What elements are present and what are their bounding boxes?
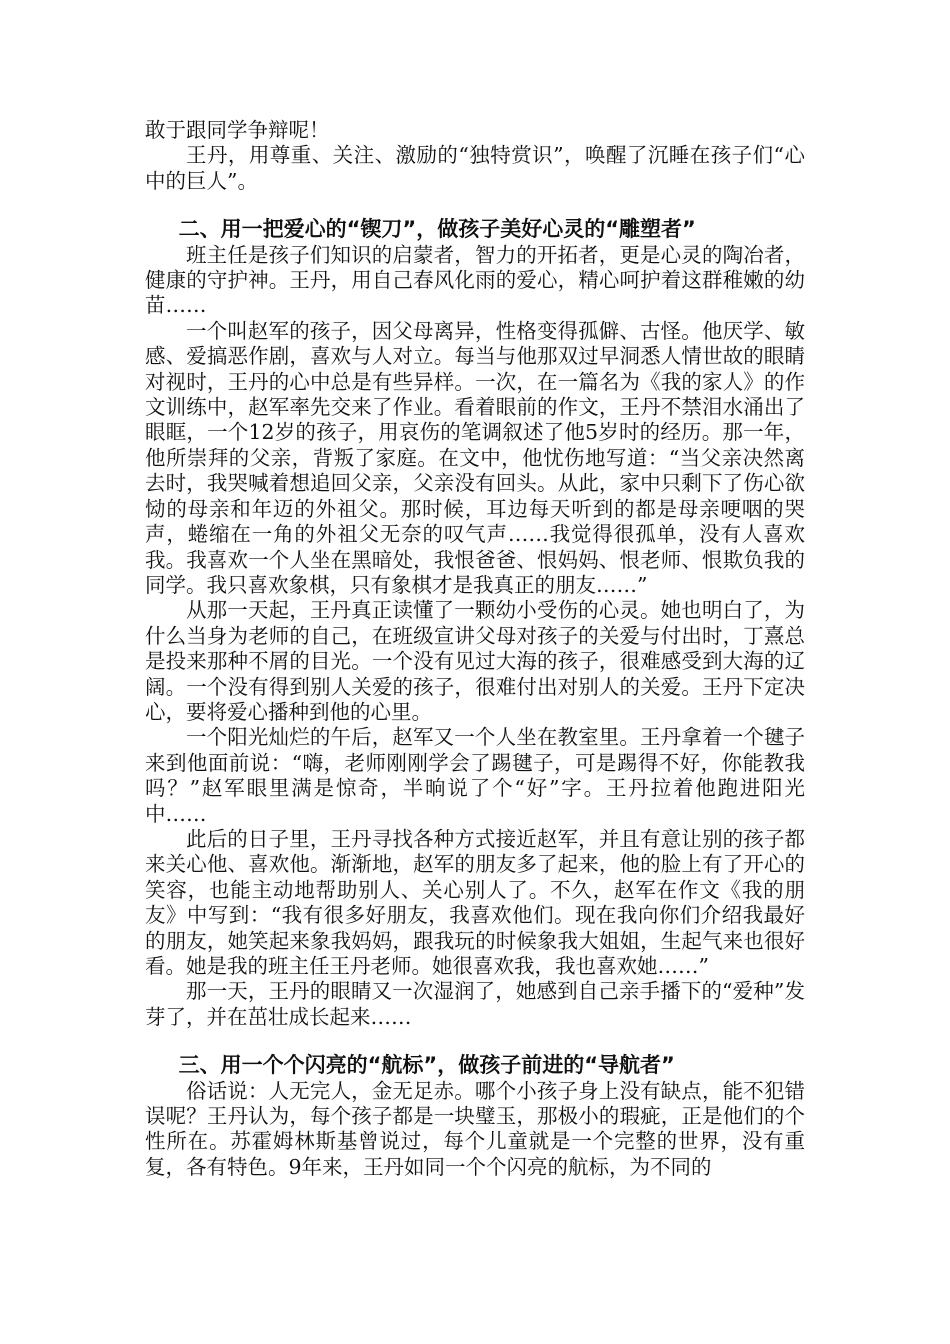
section-3-paragraph-1: 俗话说：人无完人，金无足赤。哪个小孩子身上没有缺点，能不犯错误呢？王丹认为，每个孩子都是一块璧玉，那极小的瑕疵，正是他们的个性所在。苏霍姆林斯基曾说过，每个儿童就是一个完整的世界，没有重复，各有特色。9年来，王丹如同一个个闪亮的航标，为不同的 (145, 1078, 805, 1179)
section-2-paragraph-6: 那一天，王丹的眼睛又一次湿润了，她感到自己亲手播下的“爱种”发芽了，并在茁壮成长起来…… (145, 979, 805, 1029)
intro-line: 敢于跟同学争辩呢！ (145, 118, 330, 142)
section-spacer (145, 1030, 805, 1053)
document-page (145, 118, 805, 1180)
section-2-paragraph-3: 从那一天起，王丹真正读懂了一颗幼小受伤的心灵。她也明白了，为什么当身为老师的自己，在班级宣讲父母对孩子的关爱与付出时，丁熹总是投来那种不屑的目光。一个没有见过大海的孩子，很难感受到大海的辽阔。一个没有得到别人关爱的孩子，很难付出对别人的关爱。王丹下定决心，要将爱心播种到他的心里。 (145, 598, 805, 724)
section-2-paragraph-5: 此后的日子里，王丹寻找各种方式接近赵军，并且有意让别的孩子都来关心他、喜欢他。渐渐地，赵军的朋友多了起来，他的脸上有了开心的笑容，也能主动地帮助别人、关心别人了。不久，赵军在作文《我的朋友》中写到：“我有很多好朋友，我喜欢他们。现在我向你们介绍我最好的朋友，她笑起来象我妈妈，跟我玩的时候象我大姐姐，生起气来也很好看。她是我的班主任王丹老师。她很喜欢我，我也喜欢她……” (145, 826, 805, 978)
section-spacer (145, 194, 805, 217)
section-2-paragraph-4: 一个阳光灿烂的午后，赵军又一个人坐在教室里。王丹拿着一个毽子来到他面前说：“嗨，老师刚刚学会了踢毽子，可是踢得不好，你能教我吗？”赵军眼里满是惊奇，半晌说了个“好”字。王丹拉着他跑进阳光中…… (145, 725, 805, 826)
section-2-paragraph-2: 一个叫赵军的孩子，因父母离异，性格变得孤僻、古怪。他厌学、敏感、爱搞恶作剧，喜欢与人对立。每当与他那双过早洞悉人情世故的眼睛对视时，王丹的心中总是有些异样。一次，在一篇名为《我的家人》的作文训练中，赵军率先交来了作业。看着眼前的作文，王丹不禁泪水涌出了眼眶，一个12岁的孩子，用哀伤的笔调叙述了他5岁时的经历。那一年，他所崇拜的父亲，背叛了家庭。在文中，他忧伤地写道：“当父亲决然离去时，我哭喊着想追回父亲，父亲没有回头。从此，家中只剩下了伤心欲恸的母亲和年迈的外祖父。那时候，耳边每天听到的都是母亲哽咽的哭声，蜷缩在一角的外祖父无奈的叹气声……我觉得很孤单，没有人喜欢我。我喜欢一个人坐在黑暗处，我恨爸爸、恨妈妈、恨老师、恨欺负我的同学。我只喜欢象棋，只有象棋才是我真正的朋友……” (145, 318, 805, 597)
section-2-paragraph-1: 班主任是孩子们知识的启蒙者，智力的开拓者，更是心灵的陶冶者，健康的守护神。王丹，用自己春风化雨的爱心，精心呵护着这群稚嫩的幼苗…… (145, 242, 805, 318)
intro-paragraph: 王丹，用尊重、关注、激励的“独特赏识”，唤醒了沉睡在孩子们“心中的巨人”。 (145, 143, 805, 193)
section-3-heading: 三、用一个个闪亮的“航标”，做孩子前进的“导航者” (178, 1053, 675, 1078)
section-2-heading: 二、用一把爱心的“锲刀”，做孩子美好心灵的“雕塑者” (178, 217, 696, 242)
